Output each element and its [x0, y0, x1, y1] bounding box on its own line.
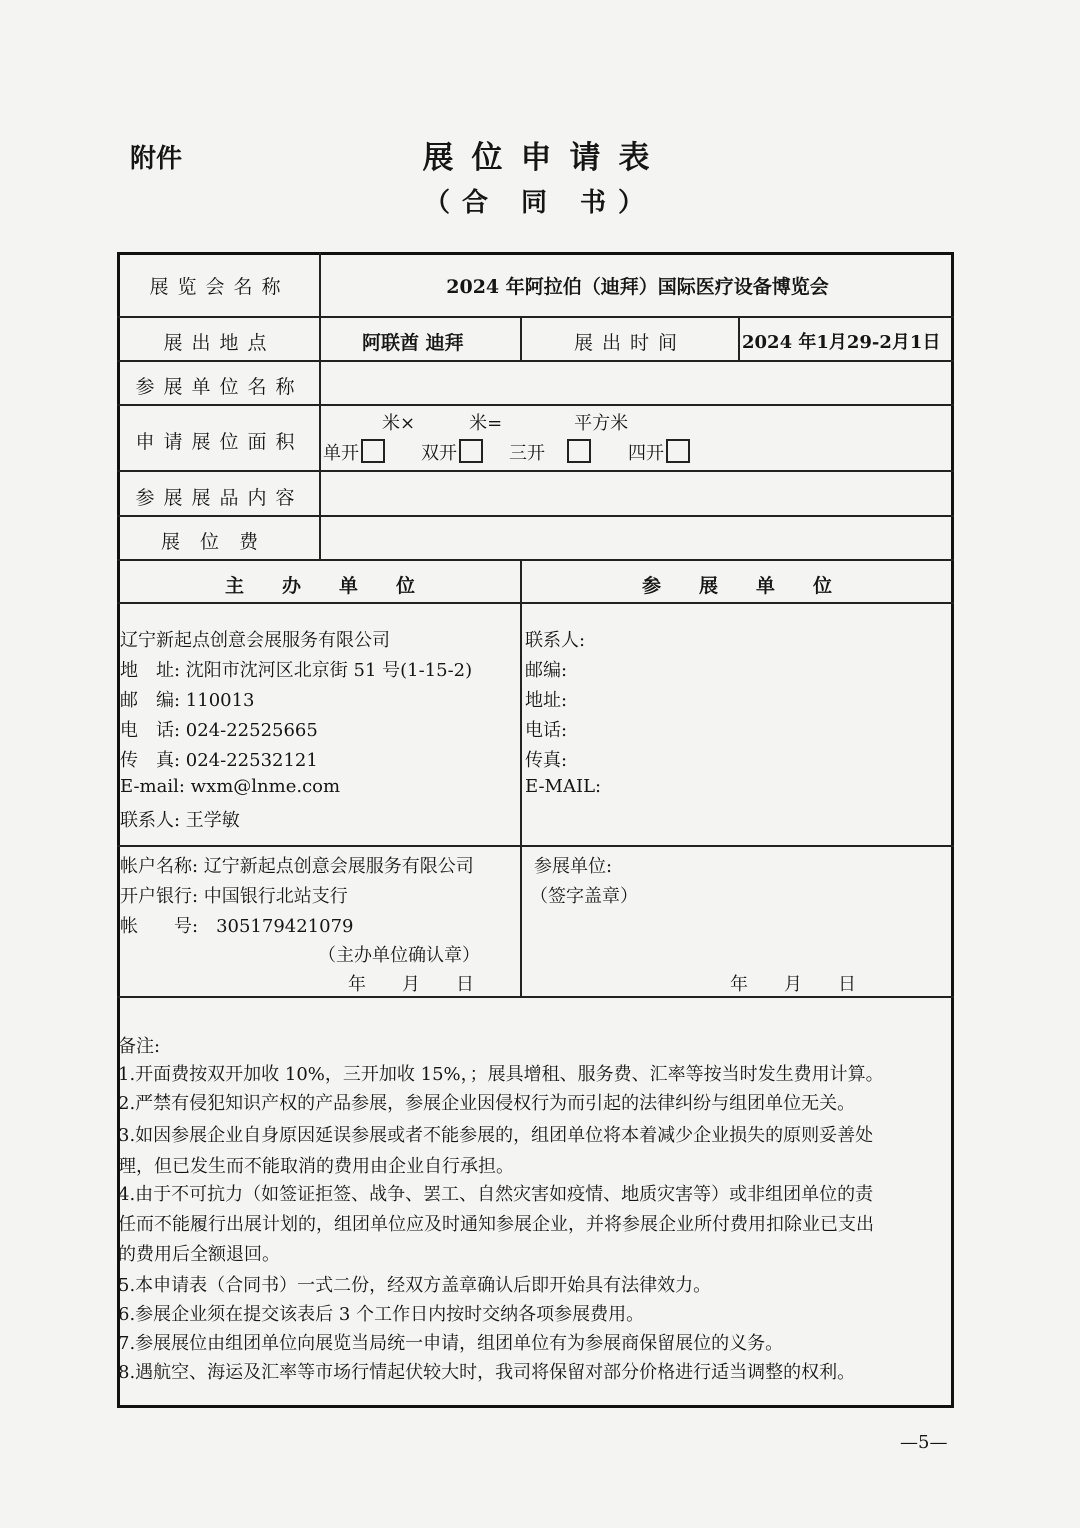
exhibitor-header: 参 展 单 位: [641, 575, 832, 597]
column-divider: [738, 316, 740, 360]
exhibitor-fax-label: 传真:: [525, 750, 568, 771]
booth-fee-label: 展位费: [160, 531, 278, 553]
note-line: 7.参展展位由组团单位向展览当局统一申请，组团单位有为参展商保留展位的义务。: [118, 1333, 784, 1354]
double-open-checkbox[interactable]: [459, 439, 483, 463]
organizer-email: E-mail: wxm@lnme.com: [120, 776, 341, 797]
exhibitor-contact-label: 联系人:: [525, 630, 586, 651]
row-divider: [117, 515, 954, 517]
attachment-label: 附件: [130, 144, 183, 174]
exhibitor-sign-note: （签字盖章）: [530, 886, 638, 907]
organizer-date: 年 月 日: [348, 974, 474, 995]
quad-open-option[interactable]: [628, 439, 690, 465]
note-line: 理，但已发生而不能取消的费用由企业自行承担。: [118, 1156, 514, 1177]
booth-area-formula: 米× 米= 平方米: [382, 413, 629, 434]
organizer-header: 主 办 单 位: [224, 575, 415, 597]
exhibitor-phone-label: 电话:: [525, 720, 568, 741]
form-subtitle: （合 同 书）: [423, 188, 657, 218]
organizer-fax: 传 真: 024-22532121: [120, 750, 318, 771]
expo-name-value: 2024 年阿拉伯（迪拜）国际医疗设备博览会: [446, 276, 829, 298]
exhibitor-sign-label: 参展单位:: [534, 856, 613, 877]
products-label: 参展展品内容: [135, 487, 304, 509]
account-number: 帐 号: 305179421079: [120, 916, 354, 937]
row-divider: [117, 316, 954, 318]
note-line: 5.本申请表（合同书）一式二份，经双方盖章确认后即开始具有法律效力。: [118, 1275, 712, 1296]
booth-area-label: 申请展位面积: [135, 431, 304, 453]
exhibitor-name-field[interactable]: [322, 364, 952, 402]
note-line: 任而不能履行出展计划的，组团单位应及时通知参展企业，并将参展企业所付费用扣除业已支出: [118, 1214, 874, 1235]
row-divider: [117, 559, 954, 561]
location-value: 阿联酋 迪拜: [362, 332, 464, 354]
triple-open-option[interactable]: [509, 439, 591, 465]
products-field[interactable]: [322, 474, 952, 512]
account-name: 帐户名称: 辽宁新起点创意会展服务有限公司: [120, 856, 474, 877]
double-open-option[interactable]: [421, 439, 483, 465]
single-open-option[interactable]: [323, 439, 385, 465]
note-line: 1.开面费按双开加收 10%，三开加收 15%，；展具增租、服务费、汇率等按当时发生费用计算。: [118, 1064, 884, 1085]
page-number: —5—: [900, 1432, 948, 1453]
note-line: 的费用后全额退回。: [118, 1244, 280, 1265]
exhibitor-address-label: 地址:: [525, 690, 568, 711]
organizer-contact: 联系人: 王学敏: [120, 810, 240, 831]
row-divider: [117, 404, 954, 406]
exhibitor-name-label: 参展单位名称: [135, 376, 304, 398]
single-open-checkbox[interactable]: [361, 439, 385, 463]
note-line: 8.遇航空、海运及汇率等市场行情起伏较大时，我司将保留对部分价格进行适当调整的权利。: [118, 1362, 856, 1383]
booth-fee-field[interactable]: [322, 519, 952, 557]
exhibitor-date: 年 月 日: [730, 974, 856, 995]
organizer-address: 地 址: 沈阳市沈河区北京街 51 号(1-15-2): [120, 660, 473, 681]
note-line: 6.参展企业须在提交该表后 3 个工作日内按时交纳各项参展费用。: [118, 1304, 645, 1325]
time-label: 展出时间: [573, 332, 686, 354]
row-divider: [117, 602, 954, 604]
form-title: 展位申请表: [422, 140, 668, 176]
single-open-label: 单开: [323, 443, 359, 464]
quad-open-checkbox[interactable]: [666, 439, 690, 463]
location-label: 展出地点: [163, 332, 276, 354]
organizer-postcode: 邮 编: 110013: [120, 690, 255, 711]
notes-title: 备注:: [118, 1036, 161, 1057]
note-line: 2.严禁有侵犯知识产权的产品参展，参展企业因侵权行为而引起的法律纠纷与组团单位无关。: [118, 1093, 856, 1114]
triple-open-checkbox[interactable]: [567, 439, 591, 463]
expo-name-label: 展览会名称: [149, 276, 290, 298]
column-divider: [520, 559, 522, 996]
organizer-company: 辽宁新起点创意会展服务有限公司: [120, 630, 390, 651]
time-value: 2024 年1月29-2月1日: [742, 332, 941, 353]
row-divider: [117, 360, 954, 362]
organizer-phone: 电 话: 024-22525665: [120, 720, 318, 741]
triple-open-label: 三开: [509, 443, 545, 464]
row-divider: [117, 470, 954, 472]
quad-open-label: 四开: [628, 443, 664, 464]
row-divider: [117, 996, 954, 998]
exhibitor-email-label: E-MAIL:: [525, 776, 602, 797]
organizer-confirm-seal: （主办单位确认章）: [318, 945, 480, 966]
exhibitor-postcode-label: 邮编:: [525, 660, 568, 681]
note-line: 4.由于不可抗力（如签证拒签、战争、罢工、自然灾害如疫情、地质灾害等）或非组团单位的责: [118, 1184, 874, 1205]
row-divider: [117, 845, 954, 847]
double-open-label: 双开: [421, 443, 457, 464]
note-line: 3.如因参展企业自身原因延误参展或者不能参展的，组团单位将本着减少企业损失的原则妥善处: [118, 1125, 874, 1146]
bank-name: 开户银行: 中国银行北站支行: [120, 886, 348, 907]
